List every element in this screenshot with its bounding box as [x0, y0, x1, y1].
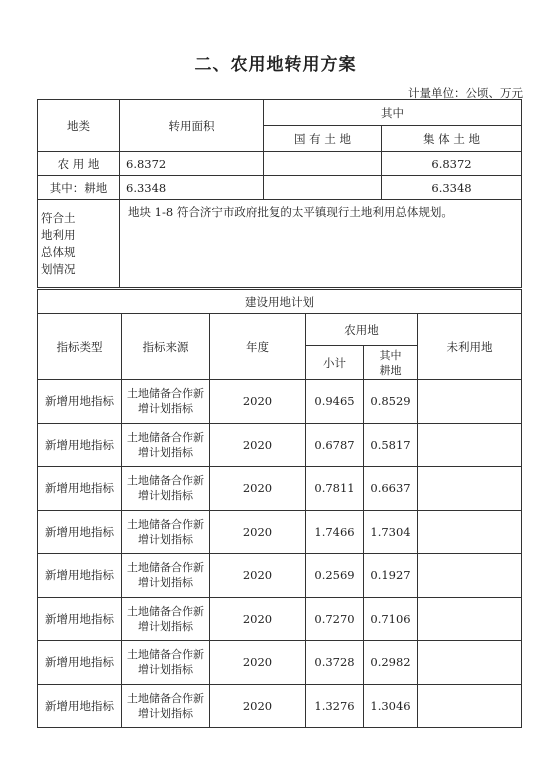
indicator-source-cell: [122, 597, 210, 641]
construction-plan-title: 建设用地计划: [38, 290, 522, 314]
header-land-type: 地类: [38, 100, 120, 152]
indicator-type-cell: 新增用地指标: [38, 510, 122, 554]
table-row: [38, 423, 522, 467]
indicator-source-cell-text: 土地储备合作新增计划指标: [127, 561, 204, 590]
farmland-subtotal-cell: 1.7466: [306, 510, 364, 554]
cultivated-cell: 1.3046: [364, 684, 418, 728]
state-value: [264, 152, 382, 176]
plan-compliance-text: 地块 1-8 符合济宁市政府批复的太平镇现行土地利用总体规划。: [120, 200, 522, 288]
area-value: 6.3348: [120, 176, 264, 200]
header-of-which: 其中: [264, 100, 522, 126]
table-row: [38, 554, 522, 598]
header-farmland: 农用地: [306, 314, 418, 346]
collective-value: 6.3348: [382, 176, 522, 200]
cultivated-cell: 1.7304: [364, 510, 418, 554]
unused-land-cell: [418, 510, 522, 554]
farmland-subtotal-cell: 0.6787: [306, 423, 364, 467]
indicator-source-cell-text: 土地储备合作新增计划指标: [127, 691, 204, 720]
indicator-type-cell: 新增用地指标: [38, 684, 122, 728]
header-state-land: 国 有 土 地: [264, 126, 382, 152]
table-row: [38, 510, 522, 554]
construction-plan-table: [37, 289, 522, 728]
farmland-subtotal-cell: 1.3276: [306, 684, 364, 728]
indicator-type-cell: 新增用地指标: [38, 380, 122, 424]
indicator-source-cell-text: 土地储备合作新增计划指标: [127, 604, 204, 633]
farmland-subtotal-cell: 0.3728: [306, 641, 364, 685]
indicator-type-cell: 新增用地指标: [38, 554, 122, 598]
indicator-source-cell: [122, 423, 210, 467]
year-cell: 2020: [210, 684, 306, 728]
indicator-type-cell: 新增用地指标: [38, 641, 122, 685]
plan-compliance-label: [38, 200, 120, 288]
table-row: [38, 597, 522, 641]
collective-value: 6.8372: [382, 152, 522, 176]
indicator-source-cell-text: 土地储备合作新增计划指标: [127, 387, 204, 416]
plan-compliance-label-text: 符合土地利用总体规划情况: [41, 210, 76, 276]
table-row: [38, 467, 522, 511]
cultivated-cell: 0.1927: [364, 554, 418, 598]
unused-land-cell: [418, 423, 522, 467]
farmland-subtotal-cell: 0.7270: [306, 597, 364, 641]
indicator-source-cell: [122, 467, 210, 511]
table-row: [38, 684, 522, 728]
unused-land-cell: [418, 684, 522, 728]
table-row: [38, 152, 522, 176]
header-area: 转用面积: [120, 100, 264, 152]
row-label: 农 用 地: [38, 152, 120, 176]
cultivated-cell: 0.7106: [364, 597, 418, 641]
indicator-source-cell-text: 土地储备合作新增计划指标: [127, 648, 204, 677]
indicator-source-cell-text: 土地储备合作新增计划指标: [127, 474, 204, 503]
indicator-source-cell: [122, 641, 210, 685]
header-collective-land: 集 体 土 地: [382, 126, 522, 152]
header-year: 年度: [210, 314, 306, 380]
cultivated-cell: 0.6637: [364, 467, 418, 511]
year-cell: 2020: [210, 467, 306, 511]
indicator-source-cell: [122, 554, 210, 598]
indicator-type-cell: 新增用地指标: [38, 597, 122, 641]
header-indicator-source: 指标来源: [122, 314, 210, 380]
header-subtotal: 小计: [306, 346, 364, 380]
conversion-summary-table: [37, 99, 522, 288]
table-row: [38, 641, 522, 685]
unit-note: 计量单位：公顷、万元: [408, 86, 523, 100]
indicator-source-cell: [122, 510, 210, 554]
year-cell: 2020: [210, 597, 306, 641]
unused-land-cell: [418, 467, 522, 511]
indicator-type-cell: 新增用地指标: [38, 423, 122, 467]
header-cultivated-text: 其中耕地: [379, 348, 402, 377]
year-cell: 2020: [210, 510, 306, 554]
indicator-type-cell: 新增用地指标: [38, 467, 122, 511]
header-unused-land: 未利用地: [418, 314, 522, 380]
farmland-subtotal-cell: 0.9465: [306, 380, 364, 424]
area-value: 6.8372: [120, 152, 264, 176]
state-value: [264, 176, 382, 200]
unused-land-cell: [418, 597, 522, 641]
indicator-source-cell: [122, 684, 210, 728]
indicator-source-cell: [122, 380, 210, 424]
cultivated-cell: 0.5817: [364, 423, 418, 467]
cultivated-cell: 0.2982: [364, 641, 418, 685]
farmland-subtotal-cell: 0.2569: [306, 554, 364, 598]
unused-land-cell: [418, 380, 522, 424]
unused-land-cell: [418, 554, 522, 598]
table-row: [38, 380, 522, 424]
farmland-subtotal-cell: 0.7811: [306, 467, 364, 511]
indicator-source-cell-text: 土地储备合作新增计划指标: [127, 517, 204, 546]
year-cell: 2020: [210, 641, 306, 685]
indicator-source-cell-text: 土地储备合作新增计划指标: [127, 430, 204, 459]
header-cultivated: [364, 346, 418, 380]
header-indicator-type: 指标类型: [38, 314, 122, 380]
cultivated-cell: 0.8529: [364, 380, 418, 424]
table-row: [38, 176, 522, 200]
unused-land-cell: [418, 641, 522, 685]
year-cell: 2020: [210, 554, 306, 598]
page-title: 二、农用地转用方案: [194, 55, 357, 75]
year-cell: 2020: [210, 380, 306, 424]
row-label: 其中：耕地: [38, 176, 120, 200]
year-cell: 2020: [210, 423, 306, 467]
